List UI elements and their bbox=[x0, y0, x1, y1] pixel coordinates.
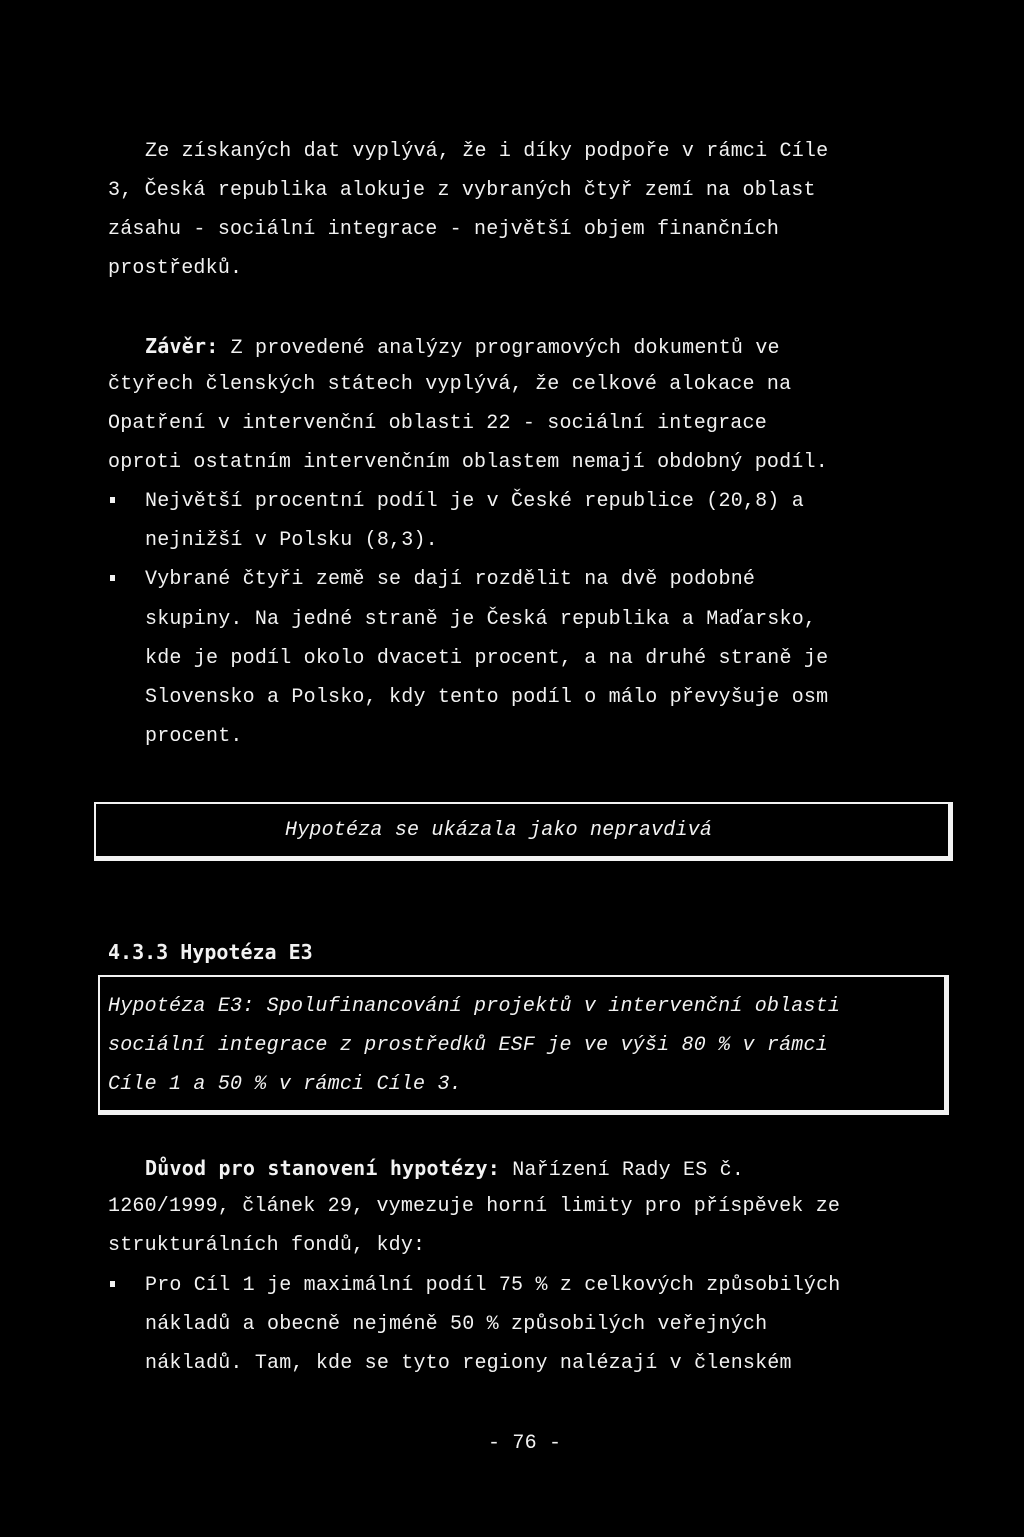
hypothesis-box bbox=[98, 975, 946, 1112]
conclusion-label: Závěr: bbox=[145, 334, 219, 358]
text-line: 3, Česká republika alokuje z vybraných čtyř zemí na oblast bbox=[108, 179, 816, 202]
text-line bbox=[145, 334, 780, 361]
text-line: nákladů. Tam, kde se tyto regiony nalézají v členském bbox=[145, 1352, 792, 1375]
result-box bbox=[94, 802, 950, 858]
text-line: Pro Cíl 1 je maximální podíl 75 % z celkových způsobilých bbox=[145, 1274, 841, 1297]
text-line: nejnižší v Polsku (8,3). bbox=[145, 529, 438, 552]
text-line: nákladů a obecně nejméně 50 % způsobilých veřejných bbox=[145, 1313, 768, 1336]
conclusion-first-line: Z provedené analýzy programových dokumentů ve bbox=[218, 337, 780, 360]
text-line: Cíle 1 a 50 % v rámci Cíle 3. bbox=[108, 1073, 462, 1096]
text-line: sociální integrace z prostředků ESF je ve výši 80 % v rámci bbox=[108, 1034, 828, 1057]
bullet-icon bbox=[110, 497, 115, 503]
text-line: Ze získaných dat vyplývá, že i díky podpoře v rámci Cíle bbox=[145, 140, 829, 163]
section-number: 4.3.3 bbox=[108, 940, 169, 964]
bullet-icon bbox=[110, 575, 115, 581]
bullet-icon bbox=[110, 1281, 115, 1287]
text-line: Opatření v intervenční oblasti 22 - sociální integrace bbox=[108, 412, 767, 435]
text-line: Vybrané čtyři země se dají rozdělit na dvě podobné bbox=[145, 568, 756, 591]
text-line: skupiny. Na jedné straně je Česká republika a Maďarsko, bbox=[145, 608, 817, 631]
text-line: Slovensko a Polsko, kdy tento podíl o málo převyšuje osm bbox=[145, 686, 829, 709]
text-line: čtyřech členských státech vyplývá, že celkové alokace na bbox=[108, 373, 792, 396]
text-line: procent. bbox=[145, 725, 243, 748]
page-number: - 76 - bbox=[488, 1432, 562, 1455]
reason-label: Důvod pro stanovení hypotézy: bbox=[145, 1156, 500, 1180]
section-title: Hypotéza E3 bbox=[180, 940, 313, 964]
result-text: Hypotéza se ukázala jako nepravdivá bbox=[285, 819, 713, 842]
text-line: 1260/1999, článek 29, vymezuje horní limity pro příspěvek ze bbox=[108, 1195, 841, 1218]
text-line: oproti ostatním intervenčním oblastem nemají obdobný podíl. bbox=[108, 451, 828, 474]
text-line: Největší procentní podíl je v České republice (20,8) a bbox=[145, 490, 804, 513]
section-heading bbox=[108, 940, 313, 964]
text-line: zásahu - sociální integrace - největší objem finančních bbox=[108, 218, 780, 241]
text-line: prostředků. bbox=[108, 257, 243, 280]
text-line: Hypotéza E3: Spolufinancování projektů v intervenční oblasti bbox=[108, 995, 841, 1018]
reason-first-line: Nařízení Rady ES č. bbox=[500, 1159, 745, 1182]
text-line: strukturálních fondů, kdy: bbox=[108, 1234, 426, 1257]
text-line: kde je podíl okolo dvaceti procent, a na druhé straně je bbox=[145, 647, 829, 670]
text-line bbox=[145, 1156, 744, 1183]
